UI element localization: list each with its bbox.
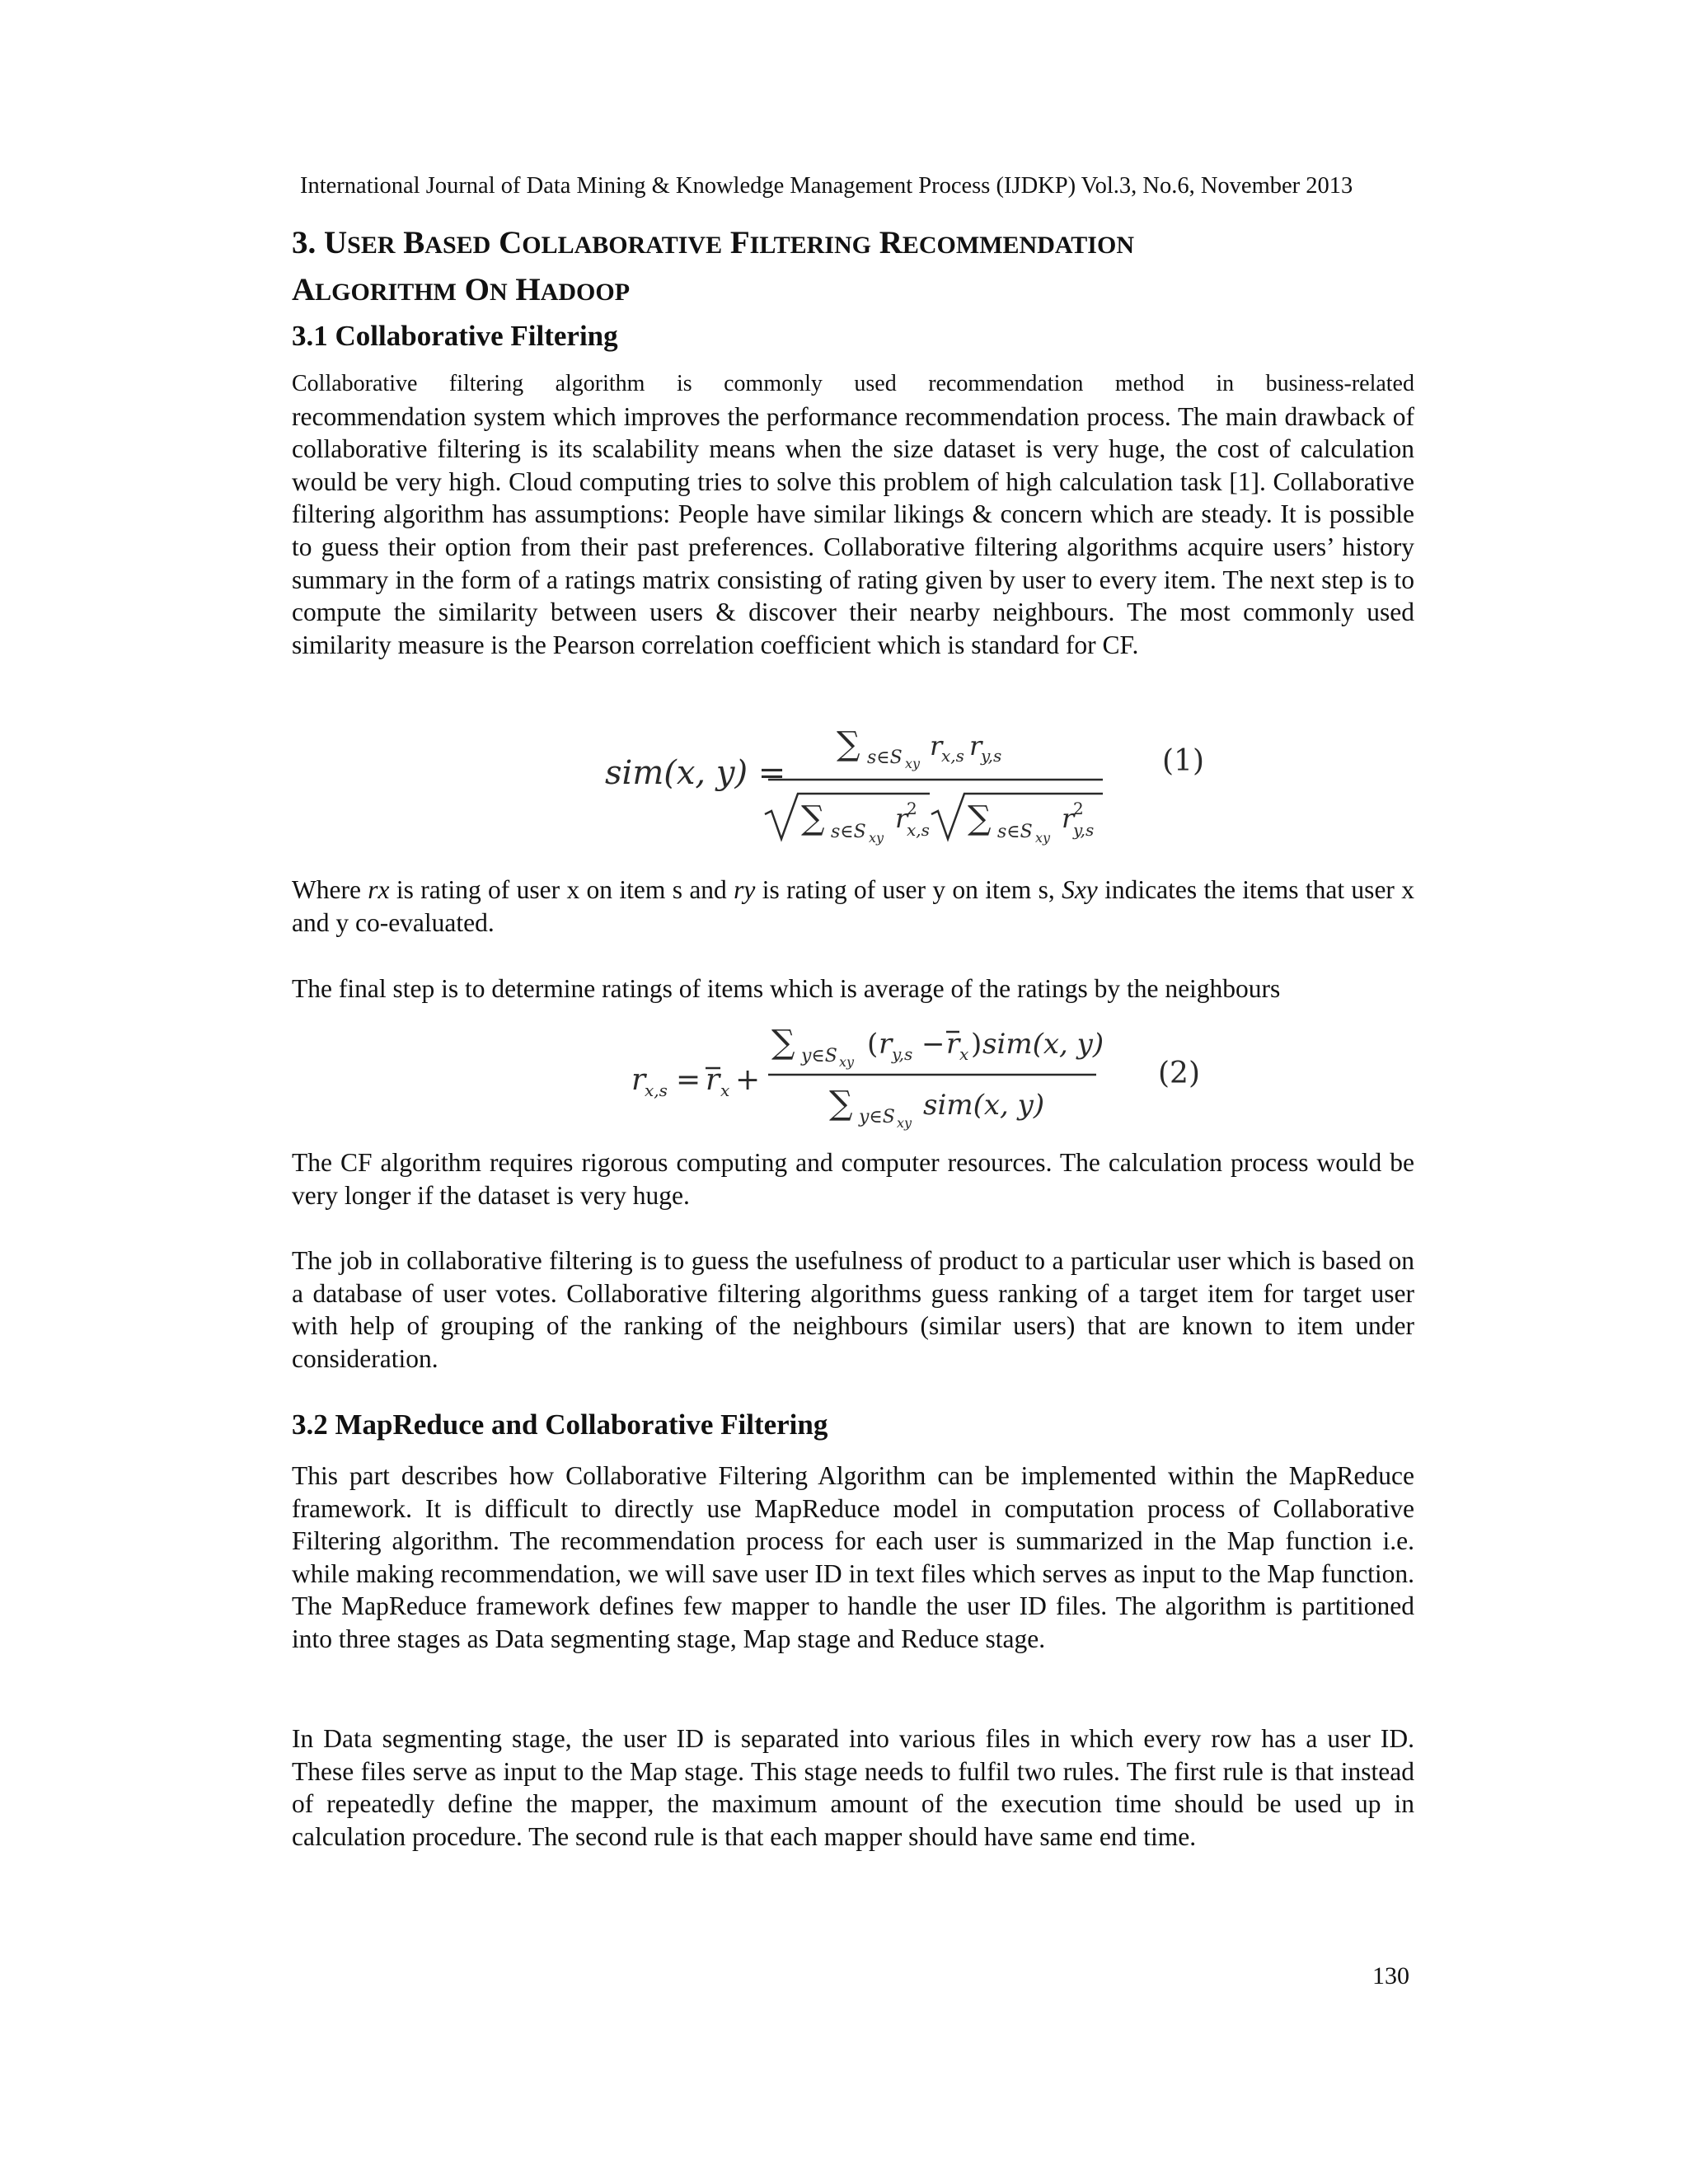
svg-text:r: r [1062,803,1075,834]
svg-text:xy: xy [869,830,884,846]
svg-text:r: r [930,730,943,762]
svg-text:s∈S: s∈S [997,822,1033,842]
subsection-title-3-2: 3.2 MapReduce and Collaborative Filtering [292,1408,828,1441]
svg-text:∑: ∑ [771,1024,795,1062]
svg-text:2: 2 [1073,799,1084,818]
title-word: FILTERING [729,225,871,260]
page-number: 130 [1372,1962,1409,1990]
svg-text:∑: ∑ [968,799,992,837]
svg-text:2: 2 [907,799,917,818]
title-word: ALGORITHM [292,272,457,307]
equation-1-figure [585,715,1113,847]
svg-text:=: = [676,1063,701,1097]
svg-text:sim(x, y): sim(x, y) [982,1028,1104,1061]
svg-text:∑: ∑ [837,725,860,763]
title-word: USER [324,225,396,260]
svg-text:y,s: y,s [981,746,1002,766]
svg-text:r: r [631,1063,646,1097]
svg-text:s∈S: s∈S [831,822,866,842]
title-word: COLLABORATIVE [499,225,723,260]
svg-text:x,s: x,s [941,746,964,766]
section-number: 3. [292,225,316,260]
section-title [292,221,1414,315]
paragraph-mapreduce: This part describes how Collaborative Filtering Algorithm can be implemented within the MapReduce framework. It is difficult to directly use MapReduce model in computation process of Collaborative Filtering algorithm. The recommendation process for each user is summarized in the Map function i.e. while making recommendation, we will save user ID in text files which serves as input to the Map function. The MapReduce framework defines few mapper to handle the user ID files. The algorithm is partitioned into three stages as Data segmenting stage, Map stage and Reduce stage. [292,1461,1414,1653]
svg-text:x: x [720,1080,730,1100]
svg-text:r: r [879,1028,893,1061]
title-word: ON [464,272,508,307]
svg-text:∑: ∑ [801,799,825,837]
running-head: International Journal of Data Mining & Knowledge Management Process (IJDKP) Vol.3, No.6, November 2013 [300,173,1353,199]
svg-text:): ) [971,1028,982,1061]
svg-text:s∈S: s∈S [867,748,903,768]
paragraph-intro [292,368,1414,661]
svg-text:xy: xy [905,756,921,771]
paragraph-data-segmenting: In Data segmenting stage, the user ID is separated into various files in which every row has a user ID. These files serve as input to the Map stage. This stage needs to fulfil two rules. The first rule is that instead of repeatedly define the mapper, the maximum amount of the execution time should be used up in calculation procedure. The second rule is that each mapper should have same end time. [292,1724,1414,1851]
title-word: HADOOP [515,272,631,307]
svg-text:x: x [959,1044,969,1064]
svg-text:y,s: y,s [892,1044,913,1064]
svg-text:+: + [735,1063,761,1097]
svg-text:−: − [921,1028,945,1061]
title-word: RECOMMENDATION [879,225,1134,260]
equation-1 [585,715,1113,847]
equation-1-label: (1) [1162,744,1204,778]
svg-text:r: r [946,1028,960,1061]
svg-text:xy: xy [839,1054,855,1070]
paragraph-intro-rest: recommendation system which improves the performance recommendation process. The main drawback of collaborative filtering is its scalability means when the size dataset is very huge, the cost of calculation would be very high. Cloud computing tries to solve this problem of high calculation task [1]. Collaborative filtering algorithm has assumptions: People have similar likings & concern which are steady. It is possible to guess their option from their past preferences. Collaborative filtering algorithms acquire users’ history summary in the form of a ratings matrix consisting of rating given by user to every item. The next step is to compute the similarity between users & discover their nearby neighbours. The most commonly used similarity measure is the Pearson correlation coefficient which is standard for CF. [292,401,1414,659]
svg-text:xy: xy [897,1115,912,1131]
svg-text:(: ( [867,1028,879,1061]
svg-text:y∈S: y∈S [859,1107,895,1127]
svg-text:r: r [706,1063,720,1097]
title-word: BASED [403,225,491,260]
equation-2 [626,1015,1104,1135]
svg-text:r: r [969,730,982,762]
svg-text:sim(x, y): sim(x, y) [923,1089,1045,1122]
paragraph-job: The job in collaborative filtering is to guess the usefulness of product to a particular user which is based on a database of user votes. Collaborative filtering algorithms guess ranking of a target item for target user with help of grouping of the ranking of the neighbours (similar users) that are known to item under consideration. [292,1246,1414,1373]
svg-text:r: r [895,803,908,834]
equation-2-figure [626,1015,1104,1135]
svg-text:x,s: x,s [645,1080,668,1100]
paragraph-where: Where rx is rating of user x on item s and ry is rating of user y on item s, Sxy indicates the items that user x and y co-evaluated. [292,875,1415,937]
paragraph-final-step: The final step is to determine ratings of items which is average of the ratings by the neighbours [292,974,1281,1003]
equation-2-label: (2) [1158,1057,1200,1090]
subsection-title-3-1: 3.1 Collaborative Filtering [292,320,618,352]
svg-text:xy: xy [1035,830,1051,846]
svg-text:x,s: x,s [907,820,930,840]
svg-text:sim(x, y) =: sim(x, y) = [605,754,786,792]
svg-text:y,s: y,s [1073,820,1095,840]
svg-text:∑: ∑ [829,1085,853,1122]
svg-text:y∈S: y∈S [801,1046,837,1066]
paragraph-cf-requires: The CF algorithm requires rigorous computing and computer resources. The calculation process would be very longer if the dataset is very huge. [292,1148,1414,1210]
paragraph-intro-first-line: Collaborative filtering algorithm is commonly used recommendation method in business-related [292,371,1414,396]
